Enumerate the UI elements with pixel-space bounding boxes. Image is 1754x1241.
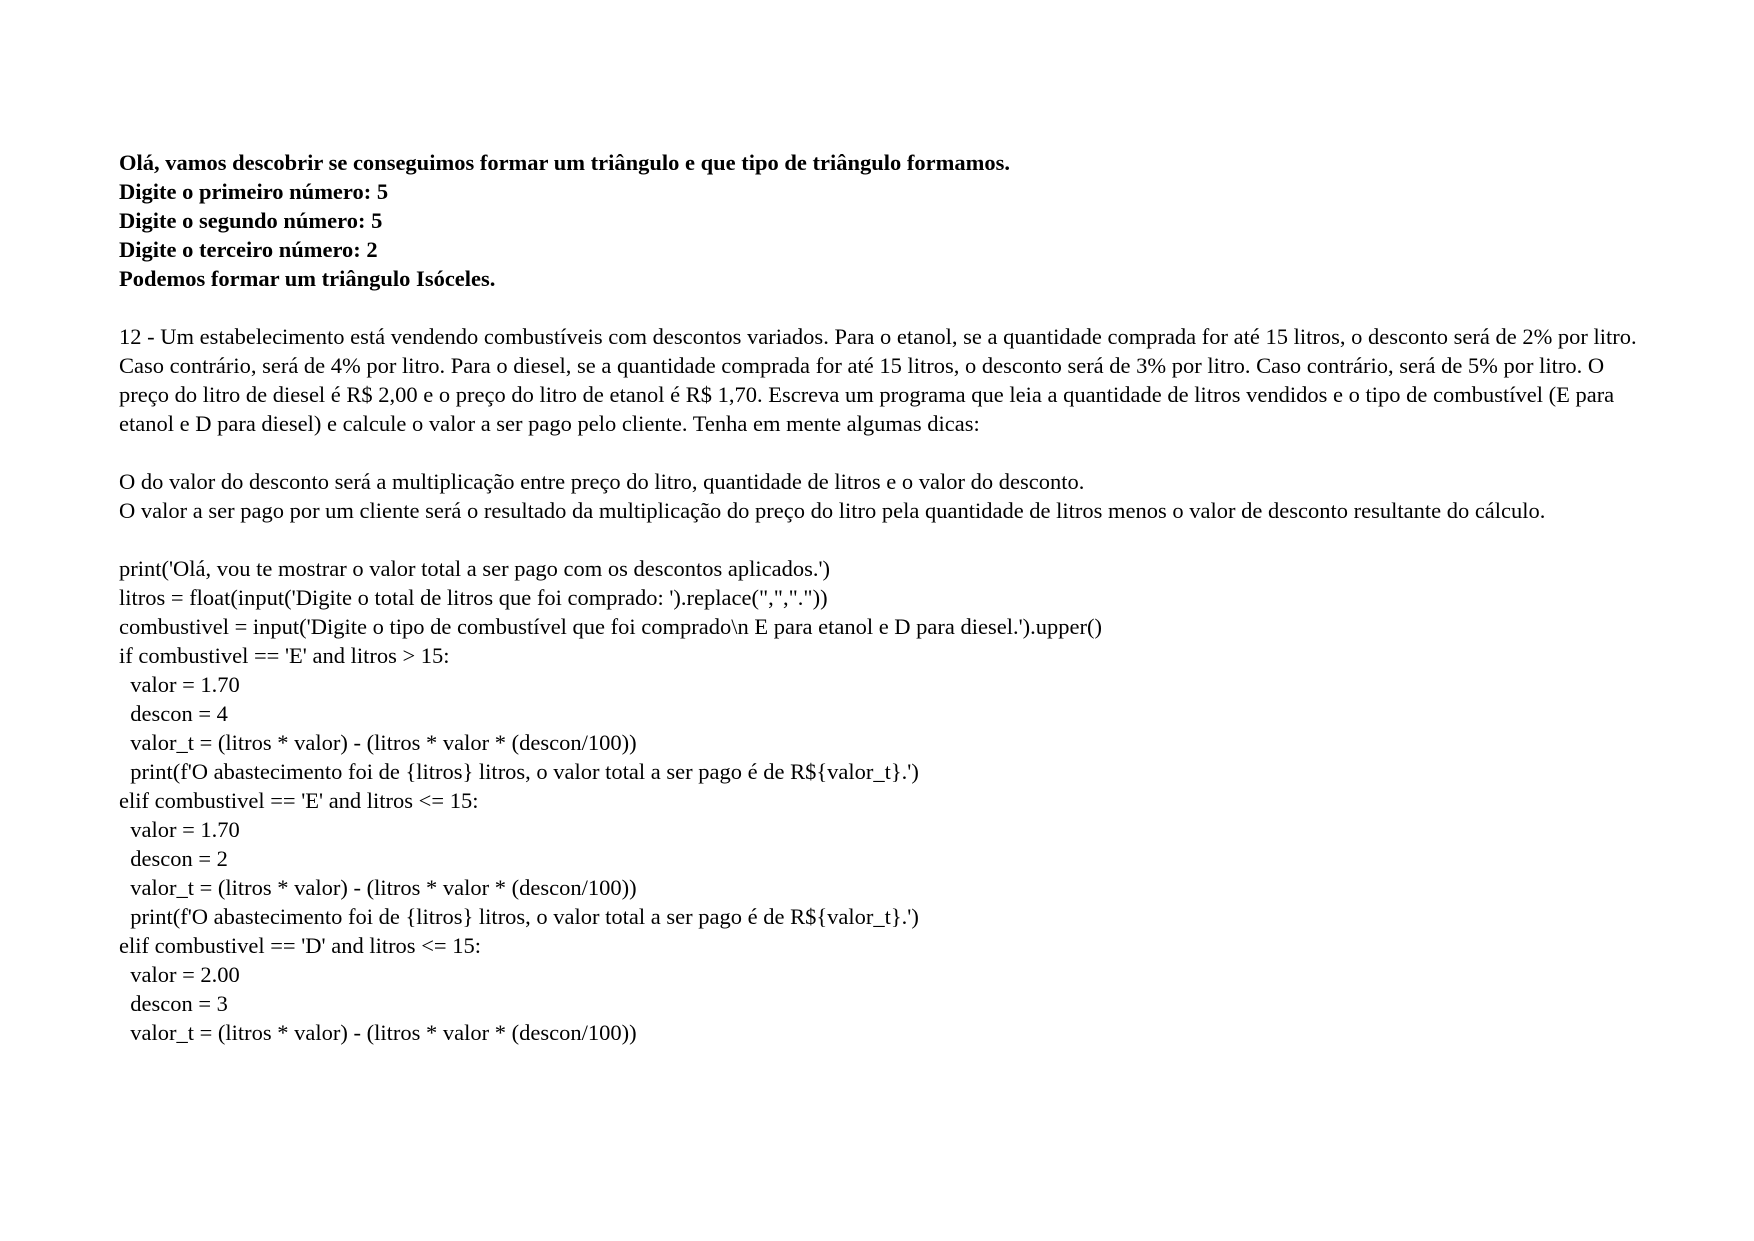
code-line: litros = float(input('Digite o total de litros que foi comprado: ').replace(",",".")) — [119, 585, 828, 610]
exercise-tip-1: O do valor do desconto será a multiplicação entre preço do litro, quantidade de litros e o valor do desconto. — [119, 469, 1085, 494]
code-line: valor = 1.70 — [119, 817, 240, 842]
output-line: Digite o primeiro número: 5 — [119, 179, 389, 204]
spacer — [119, 438, 1649, 467]
code-line: elif combustivel == 'E' and litros <= 15: — [119, 788, 479, 813]
code-line: valor_t = (litros * valor) - (litros * valor * (descon/100)) — [119, 730, 637, 755]
code-line: if combustivel == 'E' and litros > 15: — [119, 643, 450, 668]
code-line: combustivel = input('Digite o tipo de combustível que foi comprado\n E para etanol e D para diesel.').upper() — [119, 614, 1103, 639]
code-line: valor_t = (litros * valor) - (litros * valor * (descon/100)) — [119, 1020, 637, 1045]
code-line: print(f'O abastecimento foi de {litros} litros, o valor total a ser pago é de R${valor_t}.') — [119, 759, 919, 784]
code-line: descon = 2 — [119, 846, 228, 871]
code-line: descon = 4 — [119, 701, 228, 726]
code-line: print(f'O abastecimento foi de {litros} litros, o valor total a ser pago é de R${valor_t}.') — [119, 904, 919, 929]
output-line: Digite o terceiro número: 2 — [119, 237, 378, 262]
program-output-block — [119, 148, 1649, 293]
spacer — [119, 525, 1649, 554]
code-block — [119, 554, 1649, 1047]
spacer — [119, 293, 1649, 322]
code-line: valor = 1.70 — [119, 672, 240, 697]
output-line: Digite o segundo número: 5 — [119, 208, 383, 233]
output-line: Olá, vamos descobrir se conseguimos formar um triângulo e que tipo de triângulo formamos. — [119, 150, 1011, 175]
document-content — [119, 148, 1649, 1047]
exercise-tip-2: O valor a ser pago por um cliente será o resultado da multiplicação do preço do litro pela quantidade de litros menos o valor de desconto resultante do cálculo. — [119, 498, 1546, 523]
code-line: valor_t = (litros * valor) - (litros * valor * (descon/100)) — [119, 875, 637, 900]
output-line: Podemos formar um triângulo Isóceles. — [119, 266, 496, 291]
code-line: valor = 2.00 — [119, 962, 240, 987]
exercise-statement: 12 - Um estabelecimento está vendendo combustíveis com descontos variados. Para o etanol, se a quantidade comprada for até 15 litros, o desconto será de 2% por litro. Caso contrário, será de 4% por litro. Para o diesel, se a quantidade comprada for até 15 litros, o desconto será de 3% por litro. Caso contrário, será de 5% por litro. O preço do litro de diesel é R$ 2,00 e o preço do litro de etanol é R$ 1,70. Escreva um programa que leia a quantidade de litros vendidos e o tipo de combustível (E para etanol e D para diesel) e calcule o valor a ser pago pelo cliente. Tenha em mente algumas dicas: — [119, 324, 1637, 436]
code-line: descon = 3 — [119, 991, 228, 1016]
code-line: elif combustivel == 'D' and litros <= 15: — [119, 933, 481, 958]
code-line: print('Olá, vou te mostrar o valor total a ser pago com os descontos aplicados.') — [119, 556, 831, 581]
